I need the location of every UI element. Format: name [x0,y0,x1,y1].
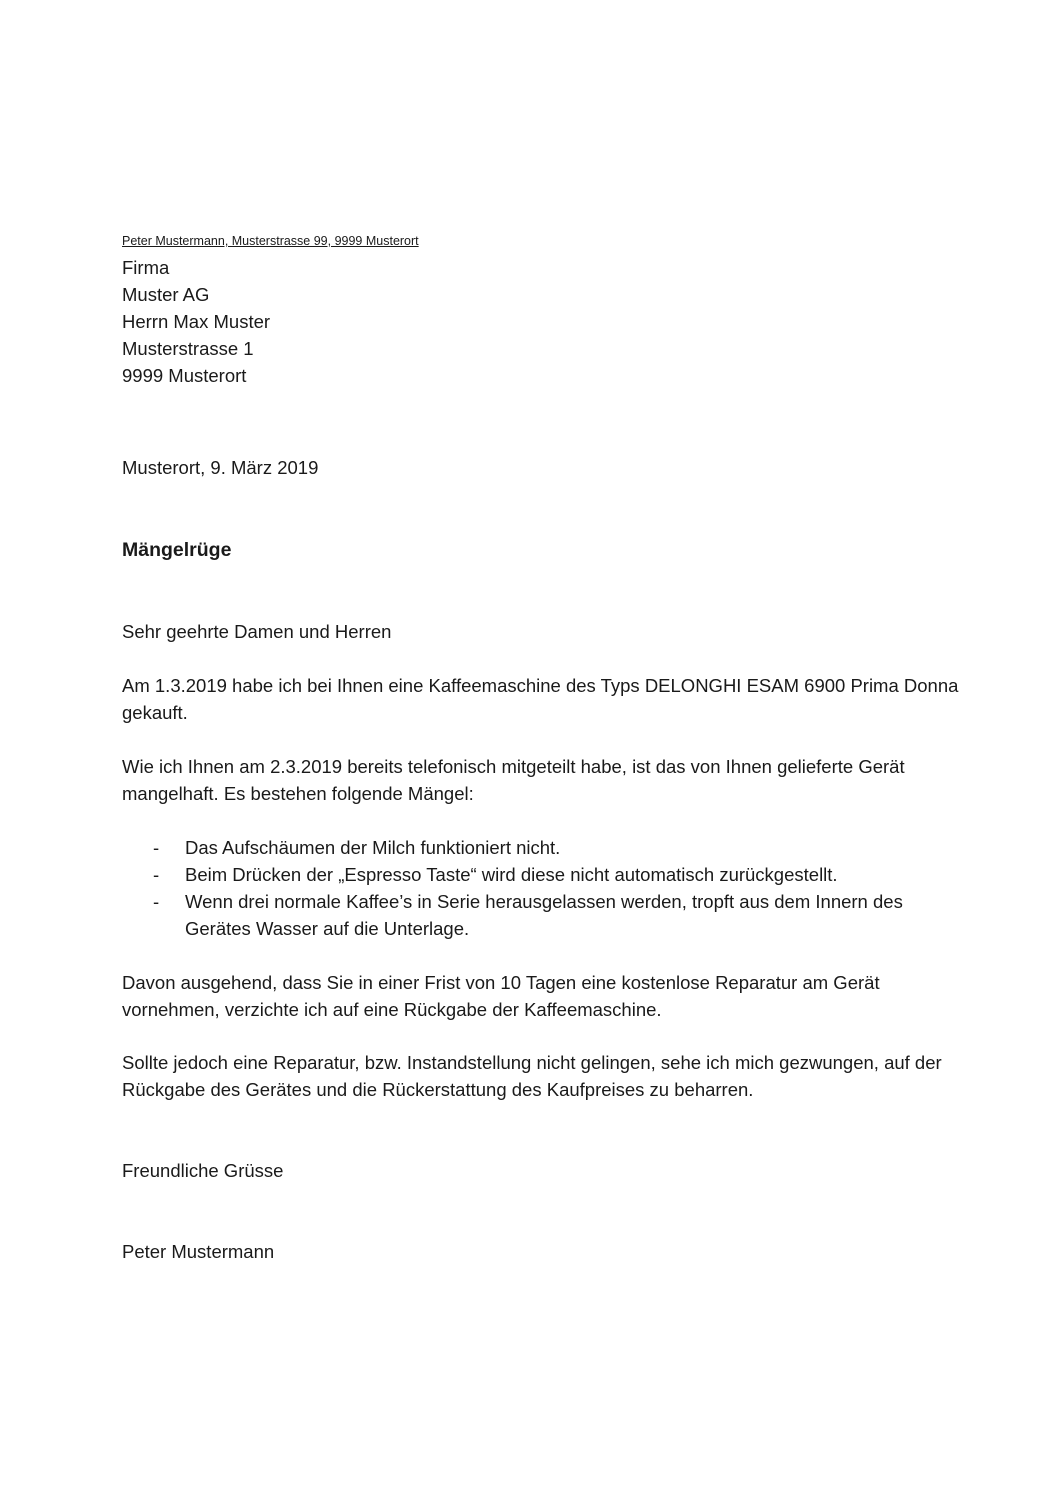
paragraph-defect-notice: Wie ich Ihnen am 2.3.2019 bereits telefonisch mitgeteilt habe, ist das von Ihnen gelieferte Gerät mangelhaft. Es bestehen folgende Mängel: [122,756,905,804]
recipient-line: Firma [122,257,170,278]
recipient-address [122,254,962,389]
list-item: - Das Aufschäumen der Milch funktioniert nicht. [122,834,962,861]
paragraph-repair-deadline: Davon ausgehend, dass Sie in einer Frist von 10 Tagen eine kostenlose Reparatur am Gerät vornehmen, verzichte ich auf eine Rückgabe der Kaffeemaschine. [122,972,880,1020]
bullet-dash: - [153,891,160,912]
list-item: - Wenn drei normale Kaffee’s in Serie herausgelassen werden, tropft aus dem Innern des Gerätes Wasser auf die Unterlage. [122,888,962,942]
recipient-line: 9999 Musterort [122,365,247,386]
paragraph-purchase: Am 1.3.2019 habe ich bei Ihnen eine Kaffeemaschine des Typs DELONGHI ESAM 6900 Prima Donna gekauft. [122,675,959,723]
recipient-line: Musterstrasse 1 [122,338,254,359]
recipient-line: Herrn Max Muster [122,311,271,332]
sender-address-line: Peter Mustermann, Musterstrasse 99, 9999 Musterort [122,234,419,248]
recipient-line: Muster AG [122,284,210,305]
bullet-dash: - [153,837,160,858]
greeting: Sehr geehrte Damen und Herren [122,621,392,642]
closing: Freundliche Grüsse [122,1160,284,1181]
paragraph-refund: Sollte jedoch eine Reparatur, bzw. Instandstellung nicht gelingen, sehe ich mich gezwungen, auf der Rückgabe des Gerätes und die Rückerstattung des Kaufpreises zu beharren. [122,1052,942,1100]
subject-heading: Mängelrüge [122,539,232,561]
list-item: - Beim Drücken der „Espresso Taste“ wird diese nicht automatisch zurückgestellt. [122,861,962,888]
bullet-dash: - [153,864,160,885]
date-line: Musterort, 9. März 2019 [122,457,319,478]
signature-name: Peter Mustermann [122,1241,275,1262]
defect-list [122,834,962,942]
